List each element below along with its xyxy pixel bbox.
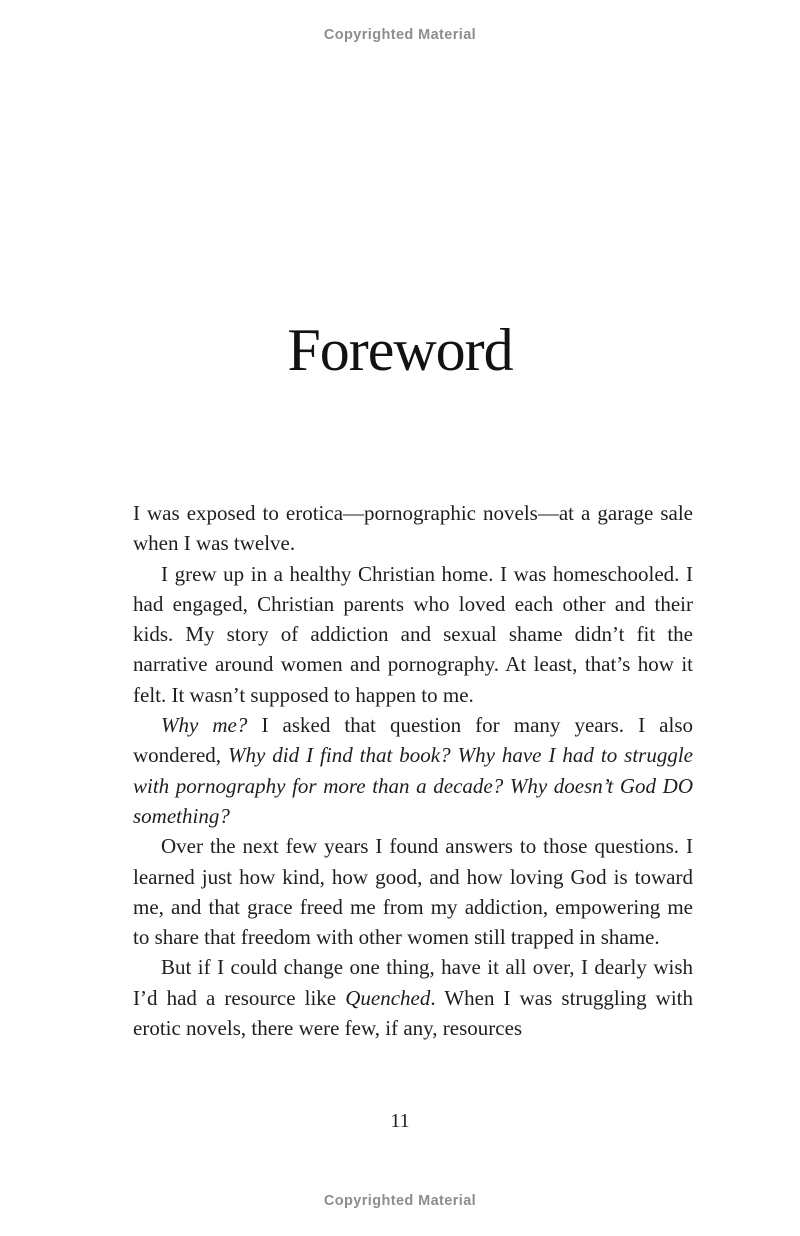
paragraph-text: . When I was struggling with erotic novels, there were few, if any, resources (133, 985, 693, 1041)
paragraph-text: Over the next few years I found answers to those questions. I learned just how kind, how good, and how loving God is toward me, and that grace freed me from my addiction, empowering me to share that freedom with other women still trapped in shame. (133, 834, 693, 950)
paragraph (133, 559, 693, 710)
copyright-notice-top: Copyrighted Material (323, 27, 477, 43)
body-text (133, 498, 693, 1043)
paragraph-text-italic: Quenched (345, 985, 431, 1010)
paragraph (133, 710, 693, 831)
paragraph-text: I asked that question for many years. I also wondered, (133, 713, 693, 768)
paragraph (133, 498, 693, 559)
paragraph-text: But if I could change one thing, have it all over, I dearly wish I’d had a resource like (133, 955, 693, 1010)
page-number: 11 (390, 1110, 410, 1132)
paragraph-text: I grew up in a healthy Christian home. I was homeschooled. I had engaged, Christian parents who loved each other and their kids. My story of addiction and sexual shame didn’t fit the narrative around women and pornography. At least, that’s how it felt. It wasn’t supposed to happen to me. (133, 561, 693, 707)
paragraph (133, 831, 693, 952)
paragraph (133, 952, 693, 1043)
paragraph-text-italic: Why me? (161, 713, 248, 738)
chapter-title: Foreword (287, 317, 513, 383)
copyright-notice-bottom: Copyrighted Material (323, 1193, 477, 1209)
paragraph-text-italic: Why did I find that book? Why have I had to struggle with pornography for more than a decade? Why doesn’t God DO something? (133, 743, 693, 828)
paragraph-text: I was exposed to erotica—pornographic novels—at a garage sale when I was twelve. (133, 501, 693, 556)
